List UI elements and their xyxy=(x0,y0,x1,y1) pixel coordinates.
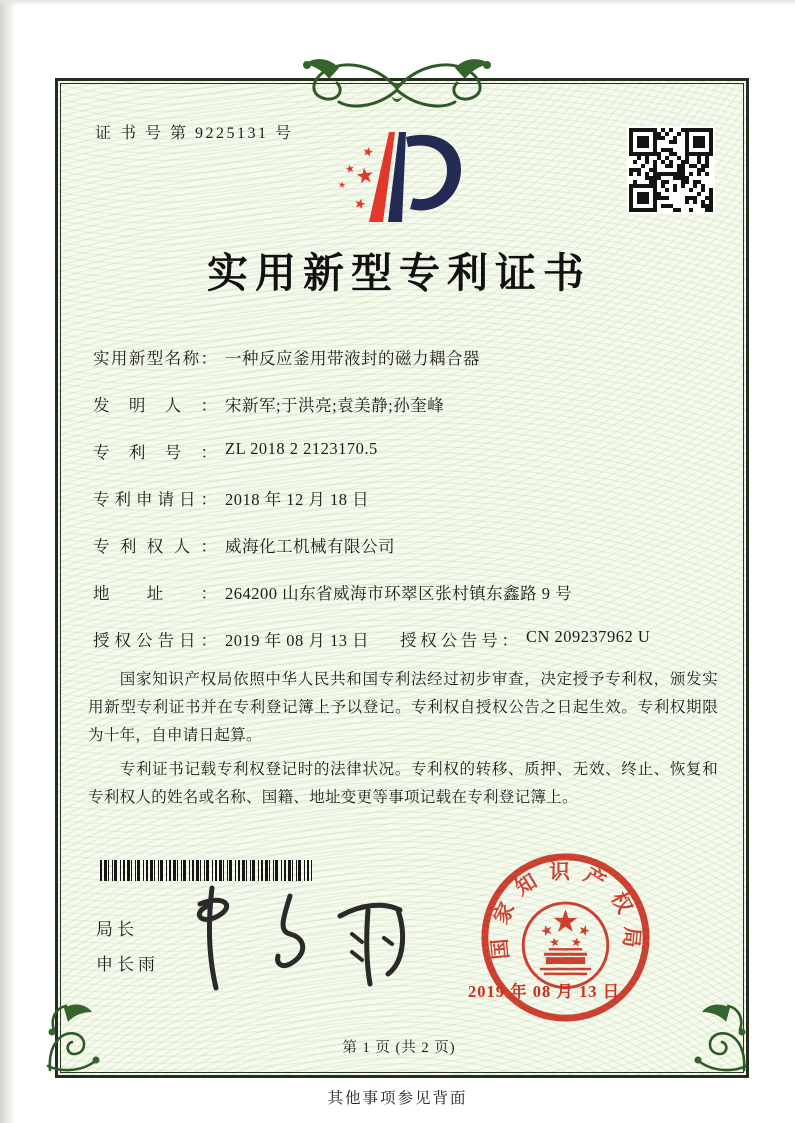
field-row-filing-date xyxy=(93,486,733,533)
certificate-title: 实用新型专利证书 xyxy=(207,250,591,296)
seal-date: 2019 年 08 月 13 日 xyxy=(468,982,621,1001)
legal-paragraph-1: 国家知识产权局依照中华人民共和国专利法经过初步审查，决定授予专利权，颁发实用新型专利证书并在专利登记簿上予以登记。专利权自授权公告之日起生效。专利权期限为十年，自申请日起算。 xyxy=(88,671,718,745)
field-label: 专利申请日： xyxy=(93,490,217,509)
cnipa-patent-logo xyxy=(336,129,471,235)
logo-p-bowl xyxy=(406,135,461,211)
field-row-patent-number xyxy=(93,439,733,486)
field-label: 发明人： xyxy=(93,396,217,415)
field-value: 2018 年 12 月 18 日 xyxy=(225,490,370,509)
commissioner-name-label: 申长雨 xyxy=(96,955,159,974)
qr-code xyxy=(627,126,715,214)
scan-top-shadow xyxy=(0,0,795,6)
field-row-address xyxy=(93,580,733,627)
field-value: CN 209237962 U xyxy=(526,627,651,646)
bottom-right-corner-flourish xyxy=(684,1000,754,1078)
top-border-flourish-ornament xyxy=(247,52,547,118)
logo-stars xyxy=(338,146,374,210)
field-label: 地址： xyxy=(93,584,217,603)
bottom-left-corner-flourish xyxy=(40,1000,110,1078)
field-label: 实用新型名称： xyxy=(93,349,217,368)
field-label: 授权公告号： xyxy=(400,631,518,650)
grant-number-cell xyxy=(400,627,650,651)
seal-text: 国家知识产权局 xyxy=(488,861,643,961)
field-value: 264200 山东省威海市环翠区张村镇东鑫路 9 号 xyxy=(225,584,573,603)
field-label: 授权公告日： xyxy=(93,631,217,650)
signature-graphic xyxy=(172,876,434,998)
certificate-fields xyxy=(93,345,733,674)
scan-edge-shadow xyxy=(0,0,16,1123)
legal-text-block xyxy=(88,666,718,817)
field-value: 宋新军;于洪亮;袁美静;孙奎峰 xyxy=(225,396,445,415)
back-note: 其他事项参见背面 xyxy=(327,1090,468,1107)
field-value: 2019 年 08 月 13 日 xyxy=(225,631,370,650)
national-emblem xyxy=(523,903,608,988)
field-label: 专利号： xyxy=(93,443,217,462)
certificate-number: 证 书 号 第 9225131 号 xyxy=(95,125,294,142)
qr-code-modules xyxy=(629,128,713,212)
field-value: ZL 2018 2 2123170.5 xyxy=(225,439,378,458)
field-row-inventors xyxy=(93,392,733,439)
field-row-name xyxy=(93,345,733,392)
field-value: 威海化工机械有限公司 xyxy=(225,537,395,556)
page-number: 第 1 页 (共 2 页) xyxy=(342,1040,456,1056)
field-label: 专利权人： xyxy=(93,537,217,556)
field-row-patentee xyxy=(93,533,733,580)
legal-paragraph-2: 专利证书记载专利权登记时的法律状况。专利权的转移、质押、无效、终止、恢复和专利权人的姓名或名称、国籍、地址变更等事项记载在专利登记簿上。 xyxy=(88,760,718,806)
field-value: 一种反应釜用带液封的磁力耦合器 xyxy=(225,349,480,368)
commissioner-title-label: 局长 xyxy=(96,920,138,939)
